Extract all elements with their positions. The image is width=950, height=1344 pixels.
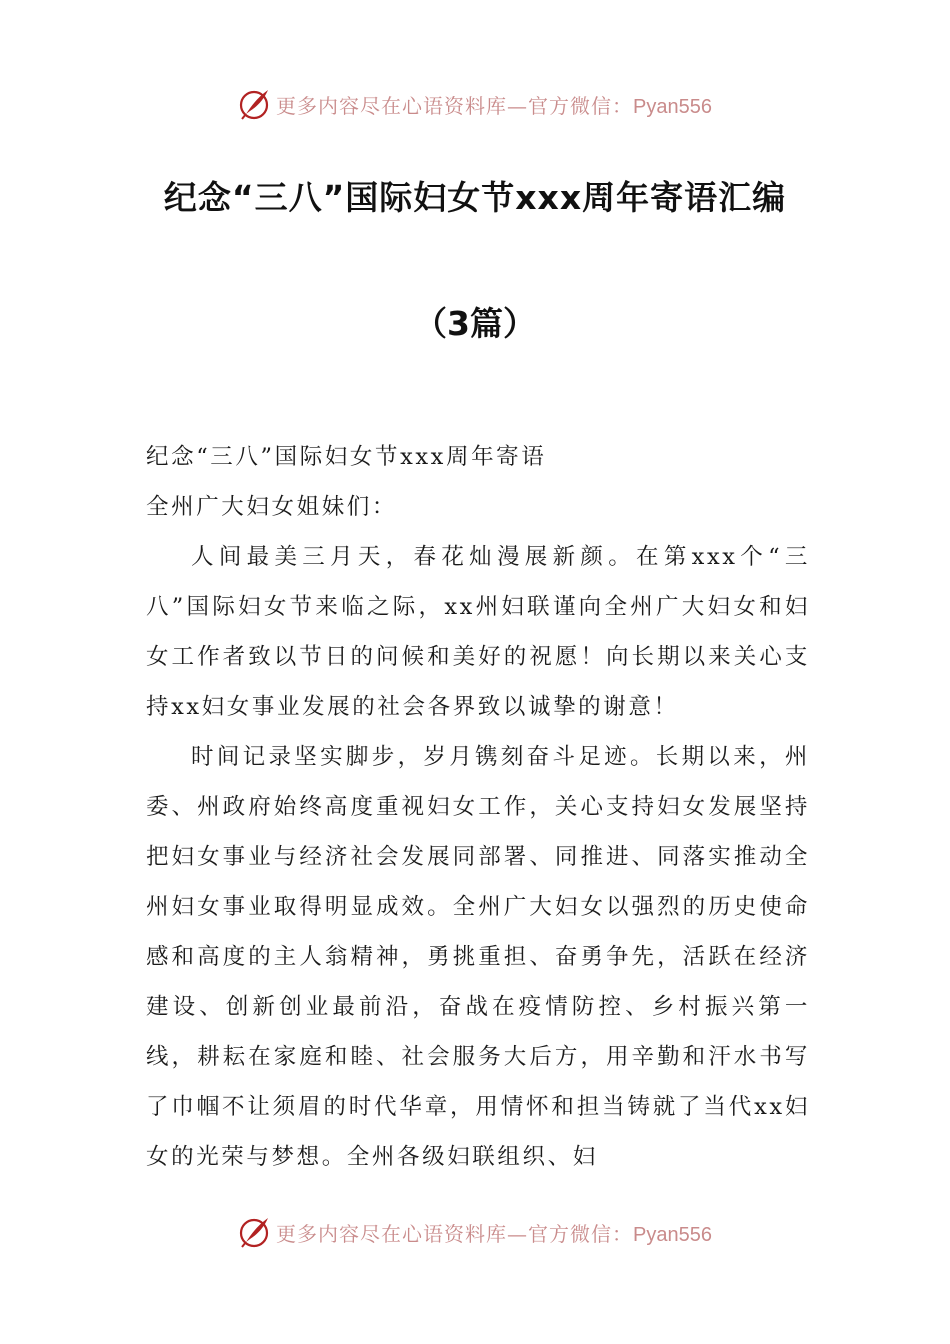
document-body bbox=[146, 432, 810, 1182]
salutation: 全州广大妇女姐妹们： bbox=[146, 494, 398, 520]
watermark-text: 更多内容尽在心语资料库—官方微信：Pyan556 bbox=[276, 93, 712, 118]
document-subtitle: （3篇） bbox=[414, 304, 536, 343]
document-title: 纪念“三八”国际妇女节xxx周年寄语汇编 bbox=[163, 178, 787, 217]
watermark-wechat-id: Pyan556 bbox=[633, 1223, 712, 1246]
section-heading: 纪念“三八”国际妇女节xxx周年寄语 bbox=[146, 444, 547, 470]
header-watermark bbox=[0, 84, 950, 124]
footer-watermark bbox=[0, 1212, 950, 1252]
feather-pen-logo-icon bbox=[238, 87, 272, 121]
watermark-wechat-id: Pyan556 bbox=[633, 95, 712, 118]
watermark-text: 更多内容尽在心语资料库—官方微信：Pyan556 bbox=[276, 1221, 712, 1246]
body-paragraph: 时间记录坚实脚步，岁月镌刻奋斗足迹。长期以来，州委、州政府始终高度重视妇女工作，关心支持妇女发展坚持把妇女事业与经济社会发展同部署、同推进、同落实推动全州妇女事业取得明显成效。全州广大妇女以强烈的历史使命感和高度的主人翁精神，勇挑重担、奋勇争先，活跃在经济建设、创新创业最前沿，奋战在疫情防控、乡村振兴第一线，耕耘在家庭和睦、社会服务大后方，用辛勤和汗水书写了巾帼不让须眉的时代华章，用情怀和担当铸就了当代xx妇女的光荣与梦想。全州各级妇联组织、妇 bbox=[146, 744, 810, 1170]
body-paragraph: 人间最美三月天，春花灿漫展新颜。在第xxx个“三八”国际妇女节来临之际，xx州妇联谨向全州广大妇女和妇女工作者致以节日的问候和美好的祝愿！向长期以来关心支持xx妇女事业发展的社会各界致以诚挚的谢意！ bbox=[146, 544, 810, 720]
feather-pen-logo-icon bbox=[238, 1215, 272, 1249]
